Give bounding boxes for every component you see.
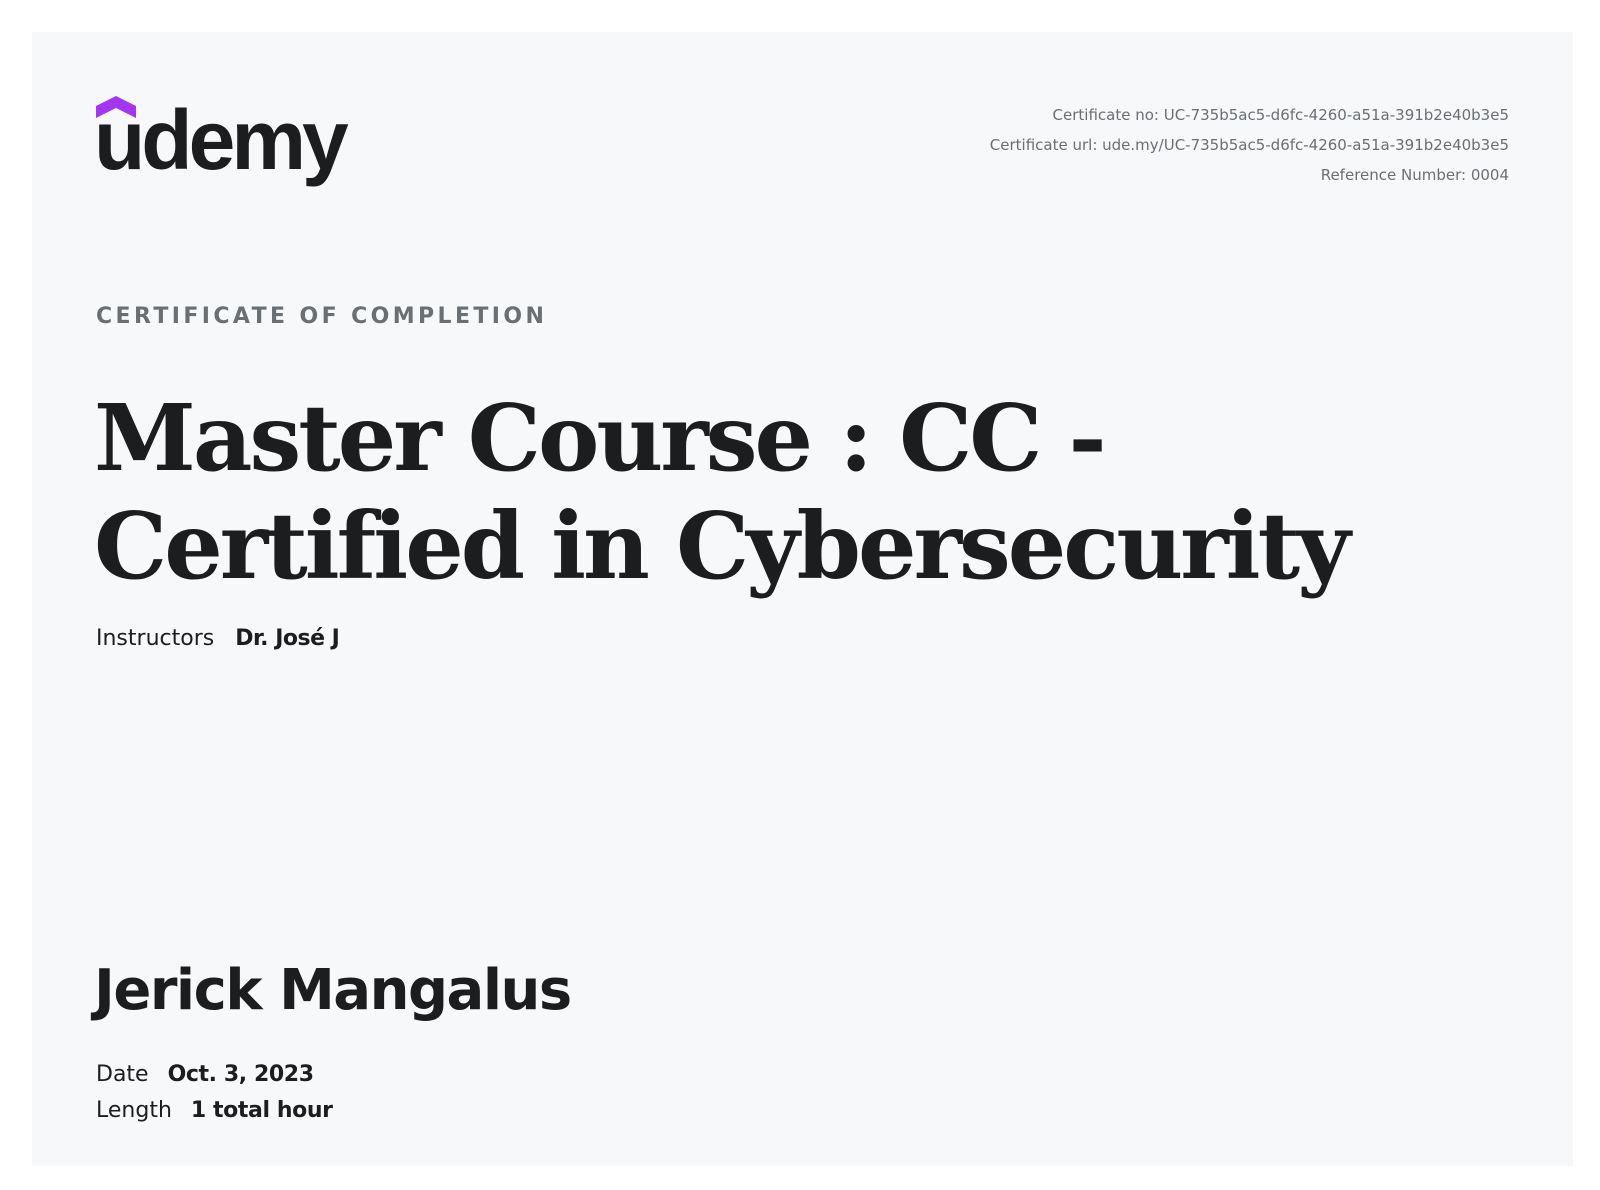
certificate-url: Certificate url: ude.my/UC-735b5ac5-d6fc-4260-a51a-391b2e40b3e5 xyxy=(989,136,1509,154)
instructors-label: Instructors xyxy=(96,626,215,651)
date-label: Date xyxy=(96,1062,149,1087)
certificate-number: Certificate no: UC-735b5ac5-d6fc-4260-a51a-391b2e40b3e5 xyxy=(1052,106,1509,124)
certificate-kicker: CERTIFICATE OF COMPLETION xyxy=(96,304,548,329)
instructors-line xyxy=(96,626,339,651)
length-label: Length xyxy=(96,1098,172,1123)
recipient-name: Jerick Mangalus xyxy=(94,958,571,1023)
course-title: Master Course : CC - Certified in Cybersecurity xyxy=(94,384,1348,600)
instructors-value: Dr. José J xyxy=(235,626,340,651)
certificate-meta xyxy=(990,100,1509,190)
date-value: Oct. 3, 2023 xyxy=(167,1062,314,1087)
length-line xyxy=(96,1098,333,1123)
logo-wordmark: udemy xyxy=(94,93,345,187)
reference-number: Reference Number: 0004 xyxy=(1320,166,1509,184)
udemy-logo xyxy=(94,93,376,196)
length-value: 1 total hour xyxy=(190,1098,333,1123)
date-line xyxy=(96,1062,314,1087)
certificate-sheet xyxy=(32,32,1573,1166)
